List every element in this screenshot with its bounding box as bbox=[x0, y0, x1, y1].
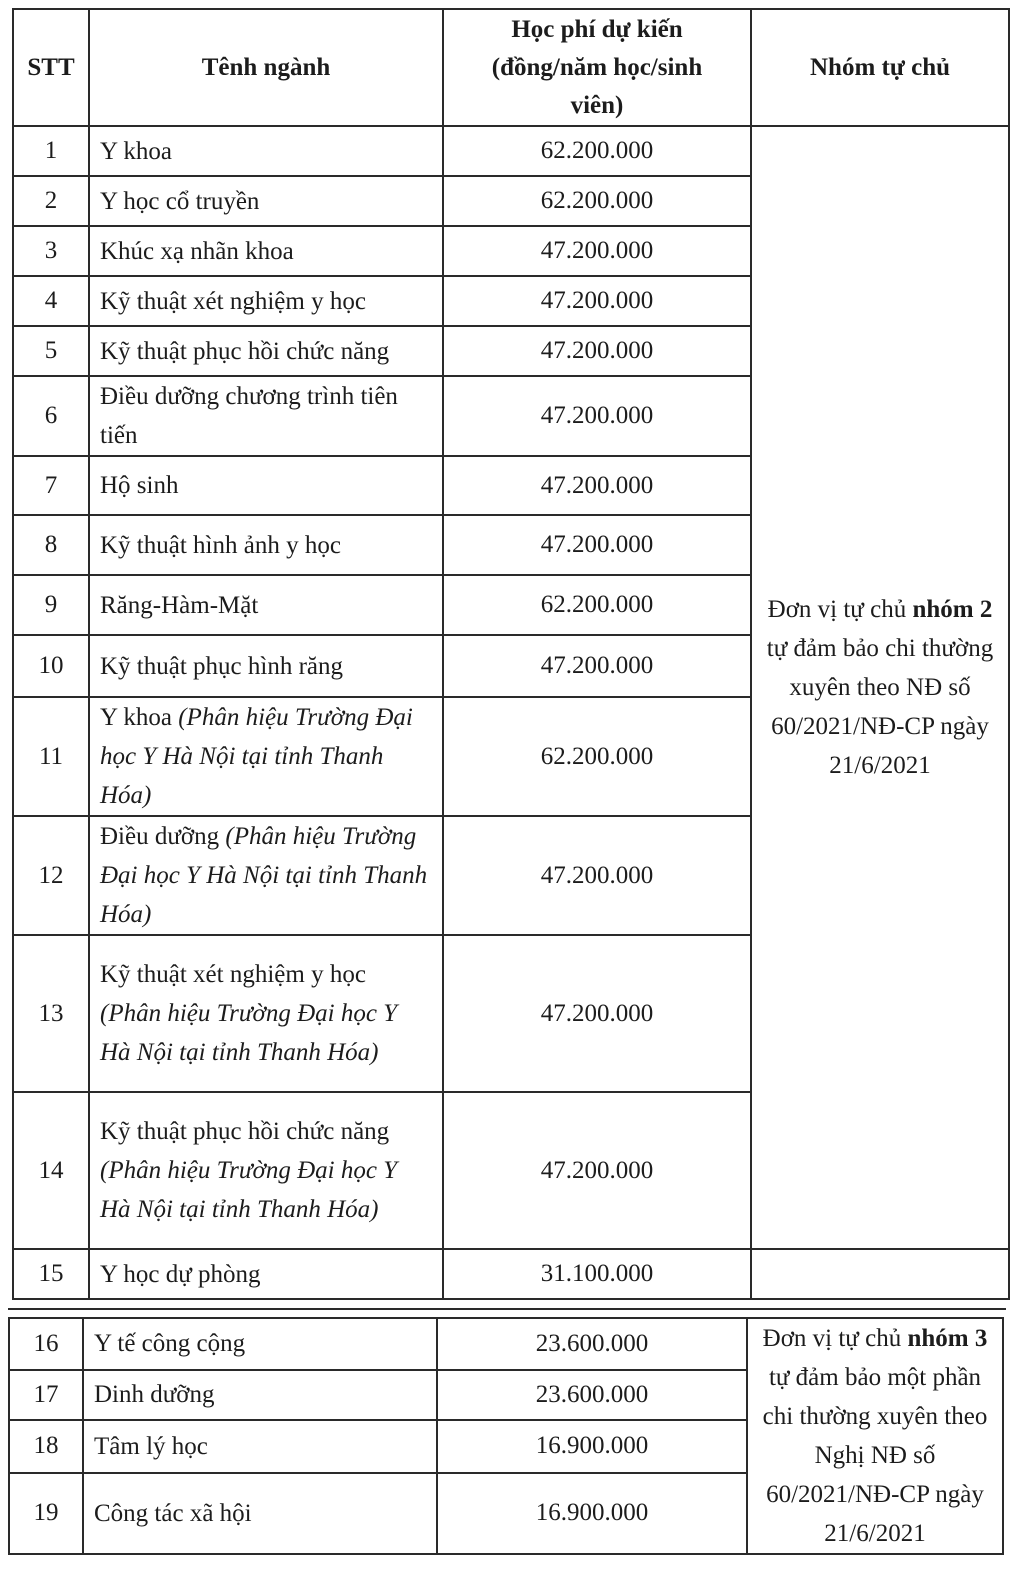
row-fee: 47.200.000 bbox=[443, 326, 751, 376]
row-name-main: Y khoa bbox=[100, 704, 172, 731]
header-fee bbox=[443, 9, 751, 126]
row-fee: 47.200.000 bbox=[443, 276, 751, 326]
header-row bbox=[13, 9, 1009, 126]
row-stt: 7 bbox=[13, 456, 89, 515]
table-row bbox=[13, 126, 1009, 176]
row-stt: 2 bbox=[13, 176, 89, 226]
row-name: Răng-Hàm-Mặt bbox=[89, 575, 443, 635]
group3-note-bold: nhóm 3 bbox=[907, 1325, 988, 1352]
row-fee: 16.900.000 bbox=[437, 1473, 747, 1554]
row-stt: 6 bbox=[13, 376, 89, 456]
empty-cell bbox=[751, 1249, 1009, 1299]
row-name-branch: (Phân hiệu Trường Đại học Y Hà Nội tại tỉnh Thanh Hóa) bbox=[100, 1000, 398, 1066]
row-name: Dinh dưỡng bbox=[83, 1370, 437, 1420]
row-stt: 12 bbox=[13, 816, 89, 935]
row-name-branch: (Phân hiệu Trường Đại học Y Hà Nội tại tỉnh Thanh Hóa) bbox=[100, 823, 428, 928]
group3-note-post: tự đảm bảo một phần chi thường xuyên theo Nghị NĐ số 60/2021/NĐ-CP ngày 21/6/2021 bbox=[762, 1364, 988, 1547]
row-fee: 47.200.000 bbox=[443, 1092, 751, 1249]
row-stt: 10 bbox=[13, 635, 89, 697]
row-stt: 13 bbox=[13, 935, 89, 1092]
header-fee-line2: (đồng/năm học/sinh bbox=[491, 53, 703, 81]
row-name: Kỹ thuật phục hình răng bbox=[89, 635, 443, 697]
divider bbox=[8, 1308, 1006, 1310]
row-name-branch: (Phân hiệu Trường Đại học Y Hà Nội tại tỉnh Thanh Hóa) bbox=[100, 1157, 398, 1223]
group2-note-bold: nhóm 2 bbox=[912, 596, 993, 623]
header-stt: STT bbox=[13, 9, 89, 126]
group2-note bbox=[751, 126, 1009, 1249]
row-fee: 47.200.000 bbox=[443, 226, 751, 276]
row-name-main: Kỹ thuật xét nghiệm y học bbox=[100, 961, 366, 988]
row-stt: 16 bbox=[9, 1318, 83, 1370]
row-stt: 15 bbox=[13, 1249, 89, 1299]
row-fee: 23.600.000 bbox=[437, 1370, 747, 1420]
row-fee: 47.200.000 bbox=[443, 935, 751, 1092]
tuition-table-part2 bbox=[8, 1317, 1004, 1555]
row-fee: 47.200.000 bbox=[443, 515, 751, 575]
group2-note-post: tự đảm bảo chi thường xuyên theo NĐ số 60/2021/NĐ-CP ngày 21/6/2021 bbox=[766, 635, 994, 779]
row-fee: 62.200.000 bbox=[443, 575, 751, 635]
row-name: Kỹ thuật phục hồi chức năng bbox=[89, 326, 443, 376]
row-name: Hộ sinh bbox=[89, 456, 443, 515]
header-fee-line3: viên) bbox=[570, 91, 624, 119]
group3-note-pre: Đơn vị tự chủ bbox=[762, 1325, 908, 1352]
row-name: Kỹ thuật hình ảnh y học bbox=[89, 515, 443, 575]
row-name bbox=[89, 935, 443, 1092]
row-fee: 62.200.000 bbox=[443, 176, 751, 226]
row-name: Y học dự phòng bbox=[89, 1249, 443, 1299]
row-fee: 47.200.000 bbox=[443, 456, 751, 515]
row-fee: 47.200.000 bbox=[443, 635, 751, 697]
table-row bbox=[13, 1249, 1009, 1299]
row-name bbox=[89, 816, 443, 935]
row-stt: 4 bbox=[13, 276, 89, 326]
row-name: Điều dưỡng chương trình tiên tiến bbox=[89, 376, 443, 456]
row-fee: 47.200.000 bbox=[443, 376, 751, 456]
row-fee: 16.900.000 bbox=[437, 1420, 747, 1473]
row-fee: 47.200.000 bbox=[443, 816, 751, 935]
row-name: Tâm lý học bbox=[83, 1420, 437, 1473]
group3-note bbox=[747, 1318, 1003, 1554]
row-stt: 11 bbox=[13, 697, 89, 816]
header-fee-line1: Học phí dự kiến bbox=[511, 15, 683, 43]
table-row bbox=[9, 1318, 1003, 1370]
header-group: Nhóm tự chủ bbox=[751, 9, 1009, 126]
row-fee: 31.100.000 bbox=[443, 1249, 751, 1299]
row-name: Y tế công cộng bbox=[83, 1318, 437, 1370]
header-name: Tênh ngành bbox=[89, 9, 443, 126]
row-name: Y khoa bbox=[89, 126, 443, 176]
row-name-main: Điều dưỡng bbox=[100, 823, 220, 850]
row-name bbox=[89, 697, 443, 816]
row-name: Khúc xạ nhãn khoa bbox=[89, 226, 443, 276]
row-name: Công tác xã hội bbox=[83, 1473, 437, 1554]
row-name: Kỹ thuật xét nghiệm y học bbox=[89, 276, 443, 326]
row-stt: 19 bbox=[9, 1473, 83, 1554]
row-stt: 18 bbox=[9, 1420, 83, 1473]
row-stt: 8 bbox=[13, 515, 89, 575]
row-stt: 9 bbox=[13, 575, 89, 635]
row-stt: 3 bbox=[13, 226, 89, 276]
row-stt: 14 bbox=[13, 1092, 89, 1249]
row-stt: 5 bbox=[13, 326, 89, 376]
group2-note-pre: Đơn vị tự chủ bbox=[767, 596, 913, 623]
row-name bbox=[89, 1092, 443, 1249]
row-stt: 1 bbox=[13, 126, 89, 176]
row-name: Y học cổ truyền bbox=[89, 176, 443, 226]
row-fee: 62.200.000 bbox=[443, 697, 751, 816]
row-stt: 17 bbox=[9, 1370, 83, 1420]
row-fee: 23.600.000 bbox=[437, 1318, 747, 1370]
row-fee: 62.200.000 bbox=[443, 126, 751, 176]
row-name-branch: (Phân hiệu Trường Đại học Y Hà Nội tại tỉnh Thanh Hóa) bbox=[100, 704, 413, 809]
tuition-table-part1 bbox=[12, 8, 1010, 1300]
row-name-main: Kỹ thuật phục hồi chức năng bbox=[100, 1118, 390, 1145]
